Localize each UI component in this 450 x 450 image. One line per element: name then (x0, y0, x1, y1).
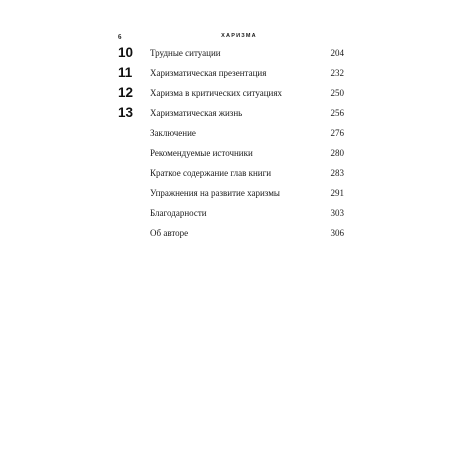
entry-page: 303 (330, 208, 344, 218)
entry-title: Харизматическая жизнь (150, 108, 243, 118)
page-header (118, 33, 360, 43)
toc-entry (118, 144, 344, 162)
entry-page: 291 (330, 188, 344, 198)
toc-entry (118, 204, 344, 222)
toc-entry (118, 64, 344, 82)
toc-entry (118, 44, 344, 62)
chapter-number: 12 (118, 85, 134, 100)
entry-title: Харизма в критических ситуациях (150, 88, 283, 98)
entry-title: Трудные ситуации (150, 48, 221, 58)
entry-title: Харизматическая презентация (150, 68, 267, 78)
toc-entry (118, 84, 344, 102)
entry-page: 204 (330, 48, 344, 58)
entry-page: 283 (330, 168, 344, 178)
toc-entry (118, 104, 344, 122)
entry-title: Об авторе (150, 228, 189, 238)
toc-entry (118, 184, 344, 202)
entry-title: Рекомендуемые источники (150, 148, 253, 158)
entry-page: 250 (330, 88, 344, 98)
toc-entry (118, 164, 344, 182)
entry-page: 256 (330, 108, 344, 118)
entry-page: 276 (330, 128, 344, 138)
entry-title: Заключение (150, 128, 196, 138)
page-number: 6 (118, 33, 122, 41)
toc-entry (118, 124, 344, 142)
entry-title: Упражнения на развитие харизмы (150, 188, 280, 198)
entry-page: 306 (330, 228, 344, 238)
entry-page: 280 (330, 148, 344, 158)
chapter-number: 13 (118, 105, 134, 120)
entry-title: Краткое содержание глав книги (150, 168, 272, 178)
chapter-number: 10 (118, 45, 134, 60)
entry-page: 232 (330, 68, 344, 78)
chapter-number: 11 (118, 65, 133, 80)
running-title: ХАРИЗМА (221, 33, 257, 39)
toc-entry (118, 224, 344, 242)
entry-title: Благодарности (150, 208, 207, 218)
